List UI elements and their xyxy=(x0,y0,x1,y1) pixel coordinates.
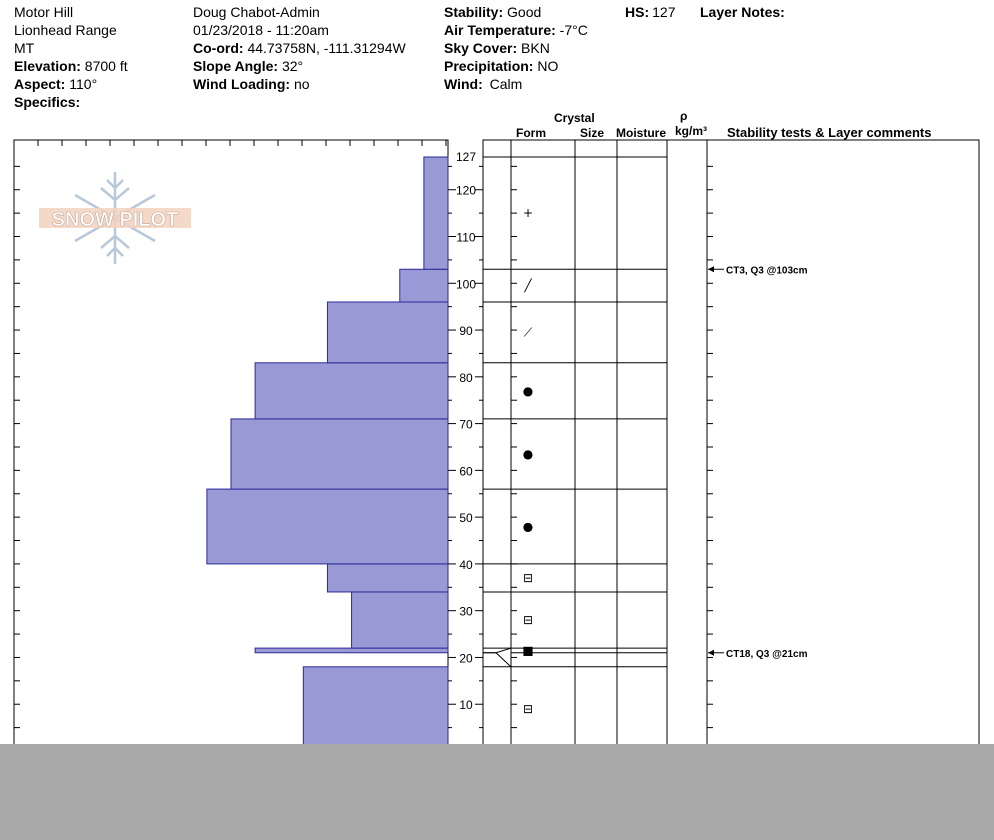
air-temp-value: -7°C xyxy=(559,22,588,38)
hardness-bar xyxy=(255,363,448,419)
y-tick-label: 20 xyxy=(459,651,473,666)
size-header: Size xyxy=(580,126,605,140)
y-tick-label: 60 xyxy=(459,464,473,479)
layer-notes-label: Layer Notes: xyxy=(700,4,785,20)
footer-area xyxy=(0,744,994,840)
y-tick-label: 110 xyxy=(456,230,476,245)
slope-value: 32° xyxy=(281,58,304,74)
form-symbol: ⊟ xyxy=(522,701,534,716)
state-name: MT xyxy=(14,40,35,56)
wind-value: Calm xyxy=(489,76,523,92)
hardness-bar xyxy=(231,419,448,489)
aspect-value: 110° xyxy=(69,76,98,92)
y-top-label: 127 xyxy=(455,150,477,164)
hs-value: 127 xyxy=(652,4,676,20)
stability-value: Good xyxy=(507,4,542,20)
hardness-bar xyxy=(207,489,448,564)
observation-datetime: 01/23/2018 - 11:20am xyxy=(193,22,329,38)
range-name: Lionhead Range xyxy=(14,22,117,38)
hardness-bars xyxy=(207,157,448,751)
hardness-bar xyxy=(327,302,448,363)
snowpilot-logo xyxy=(39,172,191,264)
y-tick-label: 70 xyxy=(459,417,473,432)
specifics-label: Specifics: xyxy=(14,94,81,110)
coord-label: Co-ord: xyxy=(193,40,244,56)
form-header: Form xyxy=(516,126,546,140)
wind-loading-value: no xyxy=(293,76,310,92)
y-tick-label: 80 xyxy=(459,370,473,385)
test-label: CT18, Q3 @21cm xyxy=(726,648,808,660)
hardness-bar xyxy=(327,564,448,592)
hardness-bar xyxy=(303,667,448,751)
sky-label: Sky Cover: xyxy=(444,40,518,56)
y-tick-label: 120 xyxy=(455,183,477,198)
layer-connector xyxy=(483,653,511,667)
stability-label: Stability: xyxy=(444,4,504,20)
stability-test-annotations xyxy=(708,265,808,660)
crystal-header: Crystal xyxy=(554,111,595,125)
air-temp-label: Air Temperature: xyxy=(444,22,556,38)
y-tick-label: 90 xyxy=(459,324,473,339)
test-label: CT3, Q3 @103cm xyxy=(726,265,808,277)
elevation-value: 8700 ft xyxy=(84,58,128,74)
y-tick-label: 10 xyxy=(459,698,473,713)
layer-connector xyxy=(483,648,511,653)
stability-tests-header: Stability tests & Layer comments xyxy=(727,125,932,140)
slope-label: Slope Angle: xyxy=(193,58,279,74)
observer-name: Doug Chabot-Admin xyxy=(193,4,320,20)
hardness-bar xyxy=(424,157,448,269)
sky-value: BKN xyxy=(521,40,550,56)
form-symbol: ⊟ xyxy=(522,570,534,585)
moisture-header: Moisture xyxy=(616,126,667,140)
logo-text: SNOW PILOT xyxy=(51,209,179,231)
form-symbols xyxy=(522,206,533,716)
wind-label: Wind: xyxy=(444,76,483,92)
test-arrow-head xyxy=(708,650,714,656)
precip-label: Precipitation: xyxy=(444,58,534,74)
test-arrow-head xyxy=(708,266,714,272)
footer-strip xyxy=(280,744,994,752)
aspect-label: Aspect: xyxy=(14,76,66,92)
form-symbol: ● xyxy=(522,383,534,398)
hardness-bar xyxy=(352,592,448,648)
hs-label: HS: xyxy=(625,4,650,20)
precip-value: NO xyxy=(537,58,559,74)
form-symbol: ● xyxy=(522,519,534,534)
density-unit-header: kg/m³ xyxy=(675,124,708,138)
y-tick-label: 30 xyxy=(459,604,473,619)
form-symbol: ╱ xyxy=(524,278,532,293)
y-tick-label: 100 xyxy=(455,277,477,292)
form-symbol: ⟋ xyxy=(523,325,533,340)
form-symbol: ● xyxy=(522,447,534,461)
location-name: Motor Hill xyxy=(14,4,74,20)
y-tick-label: 40 xyxy=(459,557,473,572)
form-symbol: ■ xyxy=(522,643,534,658)
form-symbol: ⊟ xyxy=(522,613,534,628)
elevation-label: Elevation: xyxy=(14,58,81,74)
rho-header: ρ xyxy=(680,109,688,123)
wind-loading-label: Wind Loading: xyxy=(193,76,291,92)
hardness-bar xyxy=(255,648,448,653)
hardness-bar xyxy=(400,269,448,302)
form-symbol: + xyxy=(522,206,534,221)
coord-value: 44.73758N, -111.31294W xyxy=(247,40,406,56)
y-tick-label: 50 xyxy=(459,511,473,526)
